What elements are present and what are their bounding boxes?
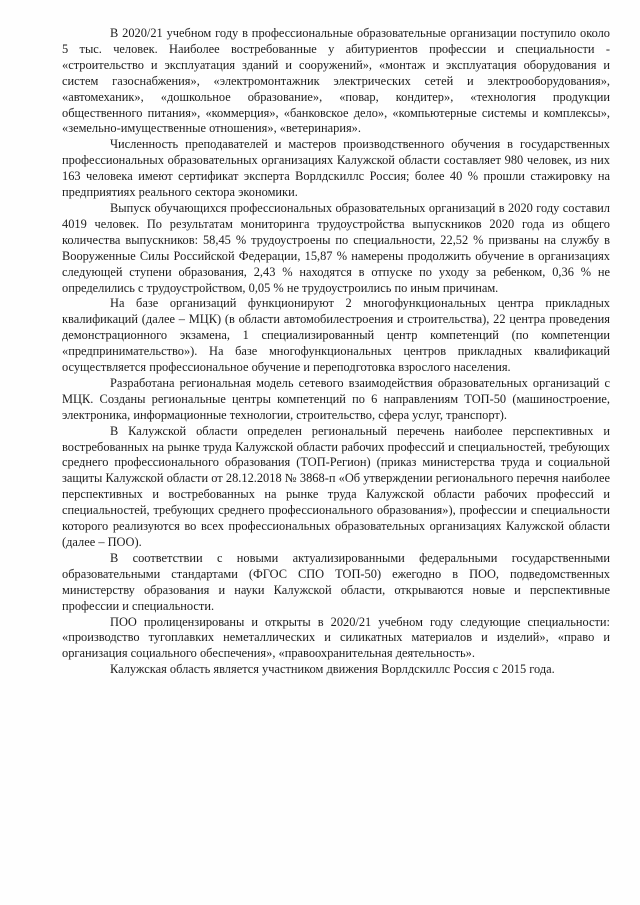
- paragraph-fgos-standards: В соответствии с новыми актуализированными федеральными государственными образовательными стандартами (ФГОС СПО ТОП-50) ежегодно в ПОО, подведомственных министерству образования и науки Калужской области, открываются новые и перспективные профессии и специальности.: [62, 550, 610, 613]
- paragraph-graduates-employment: Выпуск обучающихся профессиональных образовательных организаций в 2020 году составил 4019 человек. По результатам мониторинга трудоустройства выпускников 2020 года из общего количества выпускников: 58,45 % трудоустроены по специальности, 22,52 % призваны на службу в Вооруженные Силы Российской Федерации, 15,87 % намерены продолжить обучение в организациях следующей ступени образования, 2,43 % находятся в отпуске по уходу за ребенком, 0,36 % не определились с трудоустройством, 0,05 % не трудоустроились по иным причинам.: [62, 200, 610, 295]
- paragraph-worldskills: Калужская область является участником движения Ворлдскиллс Россия с 2015 года.: [110, 662, 555, 677]
- paragraph-regional-list: В Калужской области определен региональный перечень наиболее перспективных и востребованных на рынке труда Калужской области рабочих профессий и специальностей, требующих среднего профессионального образования (ТОП-Регион) (приказ министерства труда и социальной защиты Калужской области от 28.12.2018 № 3868-п «Об утверждении регионального перечня наиболее перспективных и востребованных на рынке труда Калужской области рабочих профессий и специальностей, требующих среднего профессионального образования»), профессии и специальности которого реализуются во всех профессиональных образовательных организациях Калужской области (далее – ПОО).: [62, 423, 610, 549]
- paragraph-qualification-centers: На базе организаций функционируют 2 многофункциональных центра прикладных квалификаций (далее – МЦК) (в области автомобилестроения и строительства), 22 центра проведения демонстрационного экзамена, 1 специализированный центр компетенций (по компетенции «предпринимательство»). На базе многофункциональных центров прикладных квалификаций осуществляется профессиональное обучение и переподготовка взрослого населения.: [62, 296, 610, 375]
- paragraph-admissions: В 2020/21 учебном году в профессиональные образовательные организации поступило около 5 тыс. человек. Наиболее востребованные у абитуриентов профессии и специальности - «строительство и эксплуатация зданий и сооружений», «монтаж и эксплуатация оборудования и систем газоснабжения», «электромонтажник электрических сетей и электрооборудования», «автомеханик», «дошкольное образование», «повар, кондитер», «технология продукции общественного питания», «коммерция», «банковское дело», «компьютерные системы и комплексы», «земельно-имущественные отношения», «ветеринария».: [62, 26, 610, 136]
- paragraph-licensed-specialties: ПОО пролицензированы и открыты в 2020/21 учебном году следующие специальности: «производство тугоплавких неметаллических и силикатных материалов и изделий», «право и организация социального обеспечения», «правоохранительная деятельность».: [62, 614, 610, 661]
- paragraph-network-model: Разработана региональная модель сетевого взаимодействия образовательных организаций с МЦК. Созданы региональные центры компетенций по 6 направлениям ТОП-50 (машиностроение, электроника, информационные технологии, строительство, сфера услуг, транспорт).: [62, 375, 610, 422]
- paragraph-teaching-staff: Численность преподавателей и мастеров производственного обучения в государственных профессиональных образовательных организациях Калужской области составляет 980 человек, из них 163 человека имеют сертификат эксперта Ворлдскиллс Россия; более 40 % прошли стажировку на предприятиях реального сектора экономики.: [62, 137, 610, 200]
- document-body: [62, 26, 610, 678]
